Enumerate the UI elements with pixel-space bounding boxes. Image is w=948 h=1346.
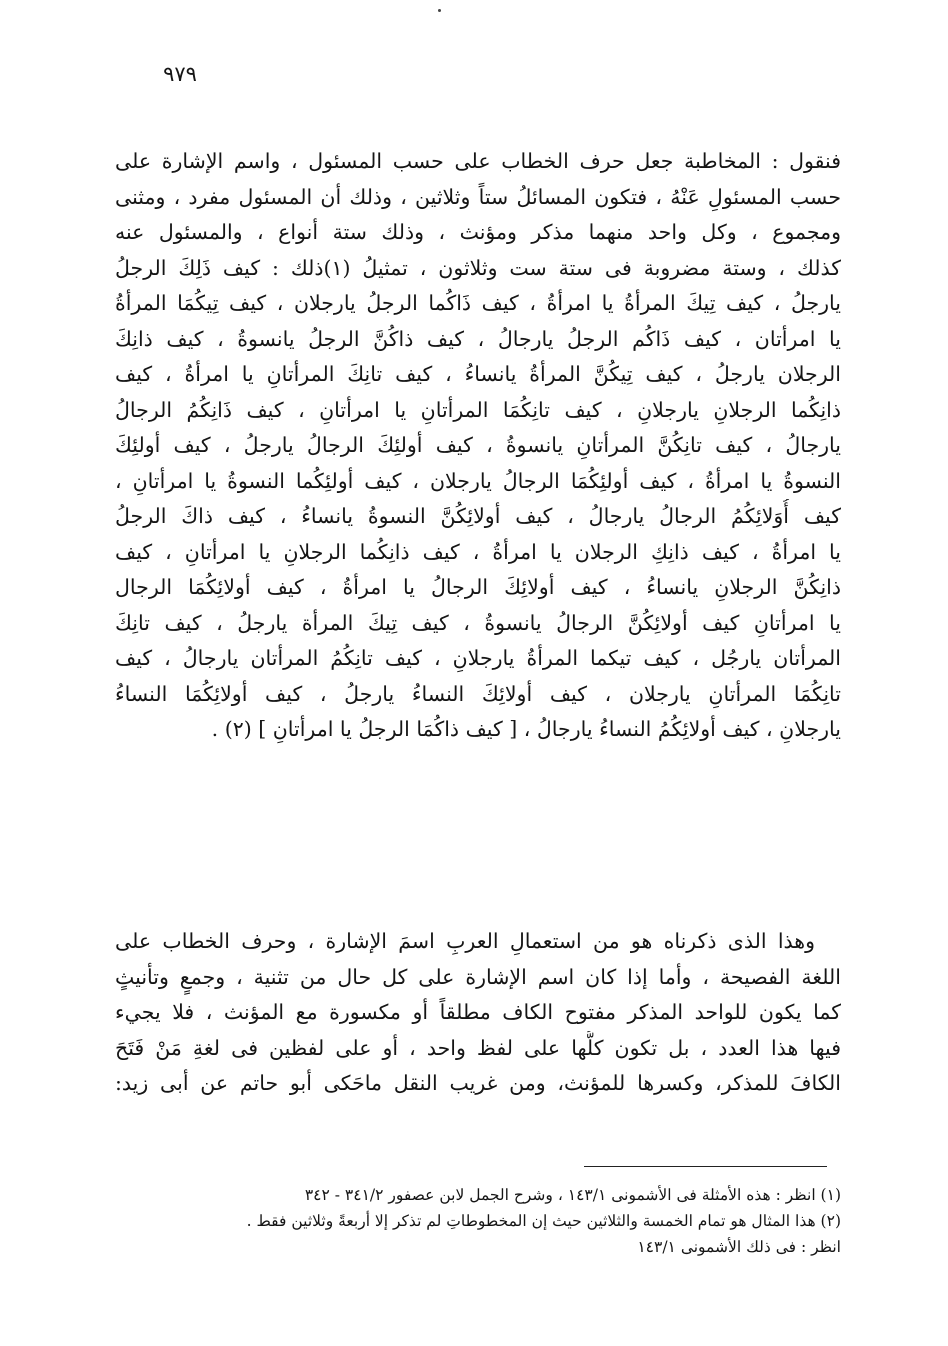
footnote-1: (١) انظر : هذه الأمثلة فى الأشمونى ١٤٣/١ ، وشرح الجمل لابن عصفور ٣٤١/٢ - ٣٤٢: [304, 1186, 841, 1204]
text-line: النسوةُ يا امرأةُ ، كيف أولئِكُمَا الرجالُ يارجلان ، كيف أولئِكُما النسوةُ يا امرأتانِ ،: [115, 468, 841, 493]
footnotes: [115, 1182, 841, 1260]
text-line: الرجلان يارجلُ ، كيف تِيكُنَّ المرأةُ يانساءُ ، كيف تانِكَ المرأتانِ يا امرأةُ ، كيف: [115, 362, 841, 386]
text-line: فنقول : المخاطبة جعل حرف الخطاب على حسب المسئول ، واسم الإشارة على: [115, 149, 841, 173]
text-line: يا امرأتانِ كيف أولائِكُنَّ الرجالُ يانسوةُ ، كيف تِيكَ المرأة يارجلُ ، كيف تانِكَ: [115, 610, 841, 635]
text-line: كذلك ، وستة مضروبة فى ستة ست وثلاثون ، تمثيلُ (١)ذلك : كيف ذَلِكَ الرجلُ: [115, 255, 841, 280]
text-line: المرأتان يارجُل ، كيف تيكما المرأةُ يارجلانِ ، كيف تانِكُمُ المرأتان يارجالُ ، كيف: [115, 646, 841, 670]
text-line: الكافَ للمذكر، وكسرها للمؤنث، ومن غريب النقل ماحَكى أبو حاتم عن أبى زيد:: [115, 1071, 841, 1095]
text-line: تانِكُمَا المرأتانِ يارجلان ، كيف أولائِكَ النساءُ يارجلُ ، كيف أولائِكُمَا النساءُ: [115, 681, 841, 706]
text-line: يارجلُ ، كيف تِيكَ المرأةُ يا امرأةُ ، كيف ذَاكُما الرجلُ يارجلان ، كيف تِيكُمَا المرأةُ: [115, 291, 841, 315]
text-line: فيها هذا العدد ، بل تكون كلُّها على لفظ واحد ، أو على لفظين فى لغةِ مَنْ فَتَحَ: [115, 1035, 841, 1060]
text-line: كما يكون للواحد المذكر مفتوح الكاف مطلقاً أو مكسورة مع المؤنث ، فلا يجيء: [115, 1000, 841, 1024]
text-line: حسب المسئولِ عَنْهُ ، فتكون المسائلُ ستاً وثلاثين ، وذلك أن المسئول مفرد ، ومثنى: [115, 184, 841, 209]
paragraph-1: [115, 144, 841, 748]
footnote-2-continued: انظر : فى ذلك الأشمونى ١٤٣/١: [637, 1238, 841, 1256]
scan-dot: [438, 9, 441, 12]
text-line: يا امرأةُ ، كيف ذانِكِ الرجلان يا امرأةُ ، كيف ذانِكُما الرجلانِ يا امرأتانِ ، كيف: [115, 539, 841, 564]
footnote-2: (٢) هذا المثال هو تمام الخمسة والثلاثين حيث إن المخطوطاتِ لم تذكر إلا أربعةً وثلاثين فقط .: [246, 1212, 841, 1230]
footnote-divider: [584, 1166, 827, 1167]
text-line: ومجموع ، وكل واحد منهما مذكر ومؤنث ، وذلك ستة أنواع ، والمسئول عنه: [115, 220, 841, 244]
text-line: يارجالُ ، كيف تانِكُنَّ المرأتانِ يانسوةُ ، كيف أولئِكَ الرجالُ يارجلُ ، كيف أولئِكَ: [115, 433, 841, 457]
text-line: ذانِكُنَّ الرجلانِ يانساءُ ، كيف أولائِكَ الرجالُ يا امرأةُ ، كيف أولائِكُمَا الرجال: [115, 575, 841, 599]
text-line: وهذا الذى ذكرناه هو من استعمالِ العربِ اسمَ الإشارة ، وحرف الخطاب على: [115, 929, 815, 953]
page-number: ٩٧٩: [163, 62, 197, 86]
text-line: ذانِكُما الرجلانِ يارجلانِ ، كيف تانِكُمَا المرأتانِ يا امرأتانِ ، كيف ذَانِكُمُ الرجالُ: [115, 397, 841, 422]
text-line: يا امرأتان ، كيف ذَاكُم الرجلُ يارجالُ ، كيف ذاكُنَّ الرجلُ يانسوةُ ، كيف ذانِكَ: [115, 326, 841, 351]
text-line: يارجلانِ ، كيف أولائِكُمُ النساءُ يارجالُ ، [ كيف ذاكُمَا الرجلُ يا امرأتانِ ] (٢) .: [211, 717, 841, 741]
paragraph-2: [115, 924, 841, 1102]
text-line: اللغة الفصيحة ، وأما إذا كان اسم الإشارة على كل حال من تثنية ، وجمعٍ وتأنيثٍ: [115, 964, 841, 989]
text-line: كيف أُوَلائِكُمُ الرجالُ يارجالُ ، كيف أولائِكُنَّ النسوةُ يانساءُ ، كيف ذاكَ الرجلُ: [115, 504, 841, 528]
